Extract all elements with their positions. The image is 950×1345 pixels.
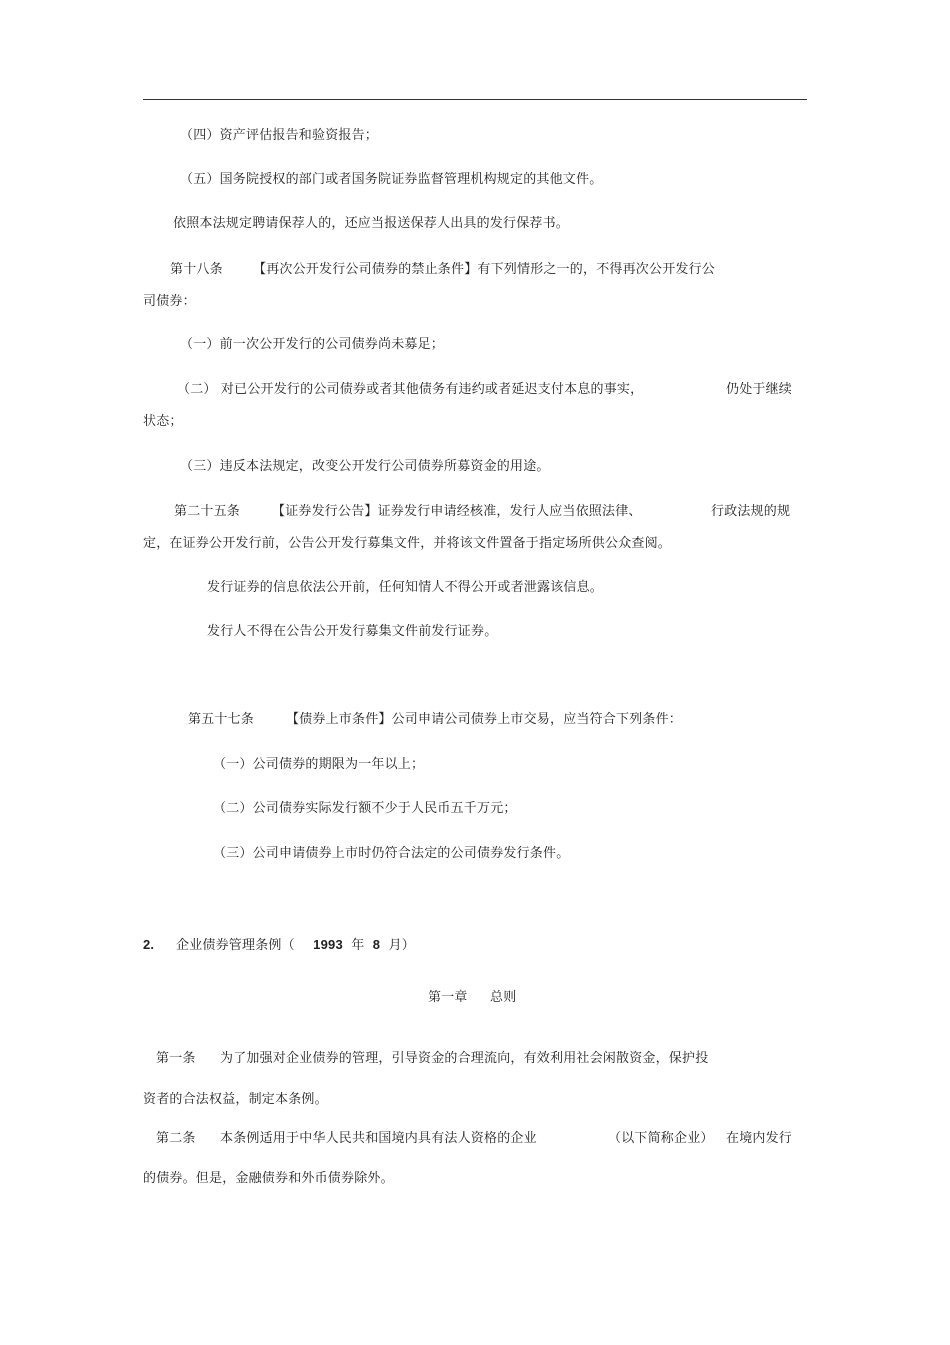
clause-2-text: 本条例适用于中华人民共和国境内具有法人资格的企业	[220, 1131, 537, 1146]
list-item: （一）公司债券的期限为一年以上；	[213, 757, 425, 772]
paragraph: 依照本法规定聘请保荐人的，还应当报送保荐人出具的发行保荐书。	[173, 216, 570, 231]
article-18-text-cont: 司债券：	[143, 294, 196, 309]
article-57-label: 第五十七条	[188, 712, 255, 727]
article-57-text: 【债券上市条件】公司申请公司债券上市交易，应当符合下列条件：	[286, 712, 683, 727]
paragraph: （五）国务院授权的部门或者国务院证券监督管理机构规定的其他文件。	[180, 172, 603, 187]
paragraph: 发行证券的信息依法公开前，任何知情人不得公开或者泄露该信息。	[207, 580, 604, 595]
list-item-cont: 状态；	[143, 414, 183, 429]
clause-1-label: 第一条	[156, 1051, 196, 1066]
list-item: （三）公司申请债券上市时仍符合法定的公司债券发行条件。	[213, 846, 570, 861]
list-item: （一）前一次公开发行的公司债券尚未募足；	[180, 337, 445, 352]
clause-2-label: 第二条	[156, 1131, 196, 1146]
section-title-pre: 企业债券管理条例（	[176, 938, 295, 953]
article-25-label: 第二十五条	[174, 504, 241, 519]
paragraph: （四）资产评估报告和验资报告；	[180, 128, 379, 143]
article-25-text: 行政法规的规	[711, 504, 791, 519]
paragraph: 发行人不得在公告公开发行募集文件前发行证券。	[207, 624, 498, 639]
section-title	[176, 937, 415, 954]
clause-1-text-cont: 资者的合法权益，制定本条例。	[143, 1092, 328, 1107]
list-item: （二） 对已公开发行的公司债券或者其他债务有违约或者延迟支付本息的事实，	[177, 382, 644, 397]
section-title-post: 月）	[388, 938, 415, 953]
list-item-cont: 仍处于继续	[726, 382, 793, 397]
list-item: （二）公司债券实际发行额不少于人民币五千万元；	[213, 801, 517, 816]
list-item: （三）违反本法规定，改变公开发行公司债券所募资金的用途。	[180, 459, 550, 474]
clause-2-text-cont: 的债券。但是，金融债券和外币债券除外。	[143, 1171, 394, 1186]
section-year: 1993	[313, 937, 343, 952]
clause-1-text: 为了加强对企业债券的管理，引导资金的合理流向，有效利用社会闲散资金，保护投	[220, 1051, 709, 1066]
header-rule	[143, 99, 807, 100]
section-nian: 年	[351, 938, 365, 953]
article-18-label: 第十八条	[170, 262, 223, 277]
section-month: 8	[372, 937, 381, 952]
article-18-text: 【再次公开发行公司债券的禁止条件】有下列情形之一的，不得再次公开发行公	[253, 262, 716, 277]
clause-2-text: 在境内发行	[726, 1131, 793, 1146]
chapter-title: 总则	[490, 990, 517, 1005]
article-25-text-cont: 定，在证券公开发行前，公告公开发行募集文件，并将该文件置备于指定场所供公众查阅。	[143, 536, 672, 551]
chapter-label: 第一章	[428, 990, 468, 1005]
clause-2-text: （以下简称企业）	[608, 1131, 714, 1146]
article-25-text: 【证券发行公告】证券发行申请经核准，发行人应当依照法律、	[272, 504, 642, 519]
section-number: 2.	[143, 937, 155, 952]
